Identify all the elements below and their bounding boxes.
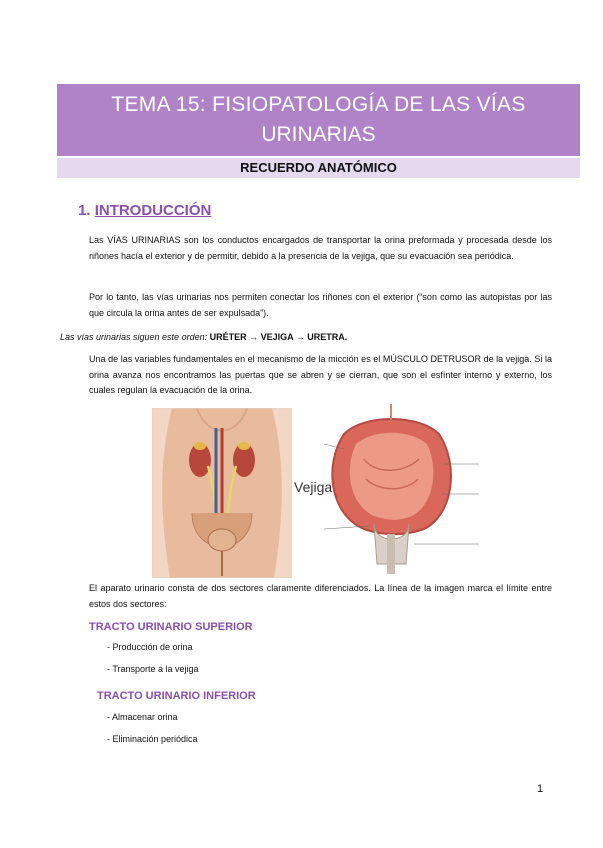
list-item: - Almacenar orina (107, 712, 178, 722)
bladder-label: Vejiga (294, 479, 333, 495)
paragraph-3: Una de las variables fundamentales en el mecanismo de la micción es el MÚSCULO DETRUSOR de la vejiga. Si la orina avanza nos encontramos las puertas que se abren y se cierran, que son el esfínter interno y externo, los cuales regulan la evacuación de la orina. (89, 354, 552, 395)
lower-tract-heading: TRACTO URINARIO INFERIOR (97, 690, 256, 702)
paragraph-4: El aparato urinario consta de dos sectores claramente diferenciados. La línea de la imagen marca el límite entre estos dos sectores: (89, 583, 552, 609)
document-title-line2: URINARIAS (261, 123, 376, 146)
section-subtitle: RECUERDO ANATÓMICO (57, 158, 580, 178)
section-title: INTRODUCCIÓN (94, 202, 212, 219)
upper-tract-heading: TRACTO URINARIO SUPERIOR (89, 621, 253, 633)
list-item: - Producción de orina (107, 642, 193, 652)
order-sequence: URÉTER → VEJIGA → URETRA. (209, 332, 348, 342)
page-number: 1 (537, 783, 544, 795)
list-item: - Transporte a la vejiga (107, 664, 199, 674)
paragraph-order (60, 330, 560, 346)
section-heading (78, 202, 211, 219)
title-band (57, 84, 580, 156)
paragraph-1: Las VÍAS URINARIAS son los conductos encargados de transportar la orina preformada y procesada desde los riñones hacía el exterior y de permitir, debido a la presencia de la vejiga, que su evacuación sea periódica. (89, 235, 552, 261)
order-intro: Las vías urinarias siguen este orden: (60, 332, 210, 342)
section-number: 1. (78, 202, 95, 219)
paragraph-2: Por lo tanto, las vías urinarias nos permiten conectar los riñones con el exterior (“son como las autopistas por las que circula la orina antes de ser expulsada”). (89, 292, 552, 318)
urinary-system-illustration (152, 408, 292, 578)
list-item: - Eliminación periódica (107, 734, 198, 744)
bladder-illustration (294, 404, 484, 580)
document-title-line1: TEMA 15: FISIOPATOLOGÍA DE LAS VÍAS (111, 93, 526, 116)
